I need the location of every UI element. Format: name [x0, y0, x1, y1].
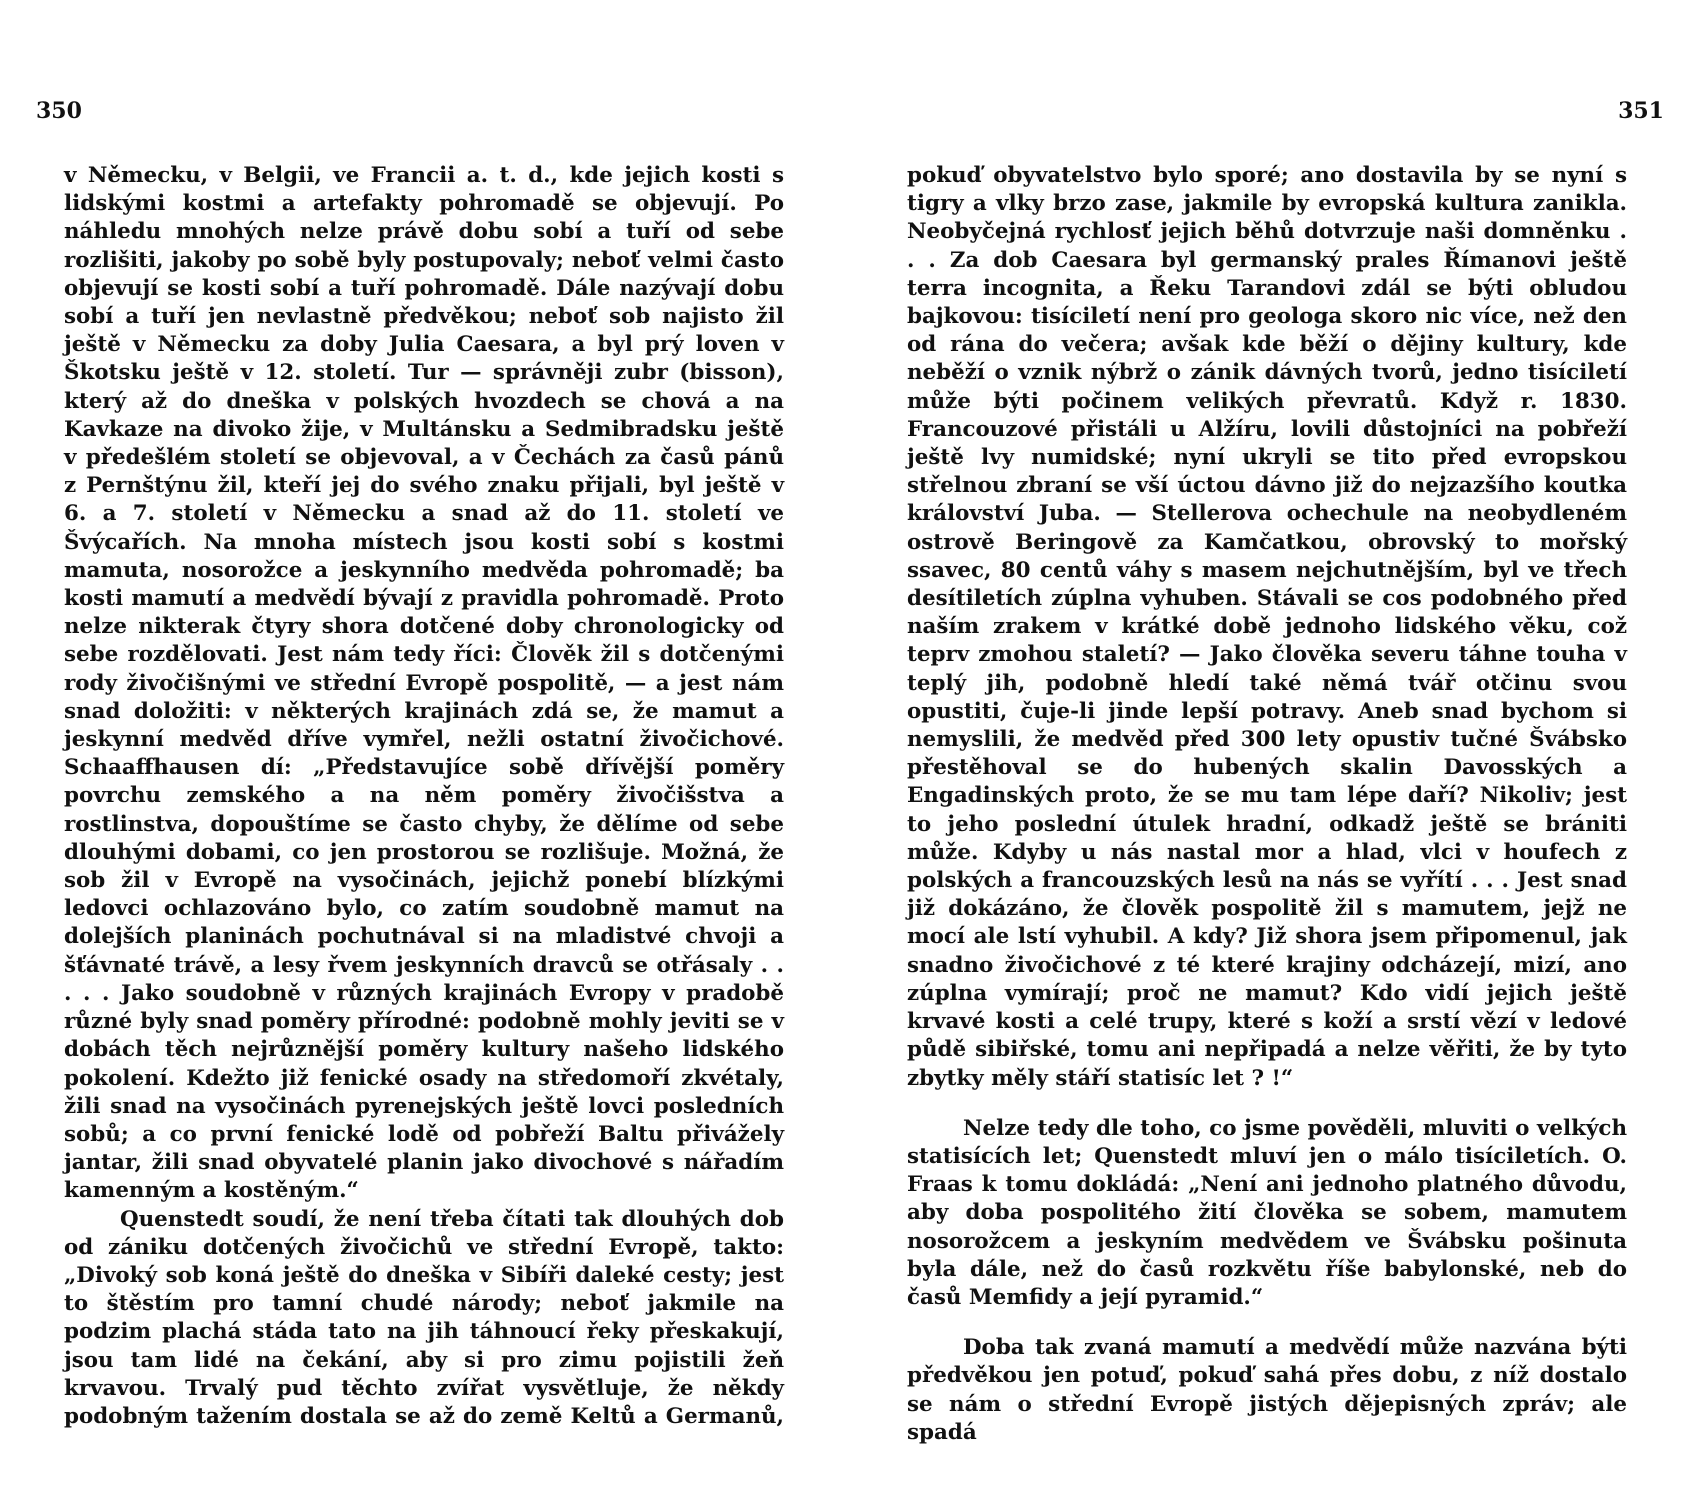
page-number-left: 350	[36, 98, 82, 124]
left-page-text	[64, 162, 784, 1431]
paragraph: v Německu, v Belgii, ve Francii a. t. d., kde jejich kosti s lidskými kostmi a artefakty pohromadě se objevují. Po náhledu mnohých nelze právě dobu sobí a tuří od sebe rozlišiti, jakoby po sobě byly postupovaly; neboť velmi často objevují se kosti sobí a tuří pohromadě. Dále nazývají dobu sobí a tuří jen nevlastně předvěkou; neboť sob najisto žil ještě v Německu za doby Julia Caesara, a byl prý loven v Škotsku ještě v 12. století. Tur — správněji zubr (bisson), který až do dneška v polských hvozdech se chová a na Kavkaze na divoko žije, v Multánsku a Sedmibradsku ještě v předešlém století se objevoval, a v Čechách za časů pánů z Pernštýnu žil, kteří jej do svého znaku přijali, byl ještě v 6. a 7. století v Německu a snad až do 11. století ve Švýcařích. Na mnoha místech jsou kosti sobí s kostmi mamuta, nosorožce a jeskynního medvěda pohromadě; ba kosti mamutí a medvědí bývají z pravidla pohromadě. Proto nelze nikterak čtyry shora dotčené doby chronologicky od sebe rozdělovati. Jest nám tedy říci: Člověk žil s dotčenými rody živočišnými ve střední Evropě pospolitě, — a jest nám snad doložiti: v některých krajinách zdá se, že mamut a jeskynní medvěd dříve vymřel, nežli ostatní živočichové. Schaaffhausen dí: „Představujíce sobě dřívější poměry povrchu zemského a na něm poměry živočišstva a rostlinstva, dopouštíme se často chyby, že dělíme od sebe dlouhými dobami, co jen prostorou se rozlišuje. Možná, že sob žil v Evropě na vysočinách, jejichž ponebí blízkými ledovci ochlazováno bylo, co zatím soudobně mamut na dolejších planinách pochutnával si na mladistvé chvoji a šťávnaté trávě, a lesy řvem jeskynních dravců se otřásaly . . . . . Jako soudobně v různých krajinách Evropy v pradobě různé byly snad poměry přírodné: podobně mohly jeviti se v dobách těch nejrůznější poměry kultury našeho lidského pokolení. Kdežto již fenické osady na středomoří zkvétaly, žili snad na vysočinách pyrenejských ještě lovci posledních sobů; a co první fenické lodě od pobřeží Baltu přivážely jantar, žili snad obyvatelé planin jako divochové s nářadím kamenným a kostěným.“	[64, 163, 784, 1204]
paragraph: pokuď obyvatelstvo bylo sporé; ano dostavila by se nyní s tigry a vlky brzo zase, jakmile by evropská kultura zanikla. Neobyčejná rychlosť jejich běhů dotvrzuje naši domněnku . . . Za dob Caesara byl germanský prales Římanovi ještě terra incognita, a Řeku Tarandovi zdál se býti obludou bajkovou: tisíciletí není pro geologa skoro nic více, než den od rána do večera; avšak kde běží o dějiny kultury, kde neběží o vznik nýbrž o zánik dávných tvorů, jedno tisíciletí může býti počinem velikých převratů. Když r. 1830. Francouzové přistáli u Alžíru, lovili důstojníci na pobřeží ještě lvy numidské; nyní ukryli se tito před evropskou střelnou zbraní se vší úctou dávno již do nejzazšího koutka království Juba. — Stellerova ochechule na neobydleném ostrově Beringově za Kamčatkou, obrovský to mořský ssavec, 80 centů váhy s masem nejchutnějším, byl ve třech desítiletích zúplna vyhuben. Stávali se cos podobného před naším zrakem v krátké době jednoho lidského věku, což teprv zmohou staletí? — Jako člověka severu táhne touha v teplý jih, podobně hledí také němá tvář otčinu svou opustiti, čuje-li jinde lepší potravy. Aneb snad bychom si nemyslili, že medvěd před 300 lety opustiv tučné Švábsko přestěhoval se do hubených skalin Davosských a Engadinských proto, že se mu tam lépe daří? Nikoliv; jest to jeho poslední útulek hradní, odkadž ještě se brániti může. Kdyby u nás nastal mor a hlad, vlci v houfech z polských a francouzských lesů na nás se vyřítí . . . Jest snad již dokázáno, že člověk pospolitě žil s mamutem, jejž ne mocí ale lstí vyhubil. A kdy? Již shora jsem připomenul, jak snadno živočichové z té které krajiny odcházejí, mizí, ano zúplna vymírají; proč ne mamut? Kdo vidí jejich ještě krvavé kosti a celé trupy, které s koží a srstí vězí v ledové půdě sibiřské, tomu ani nepřipadá a nelze věřiti, že by tyto zbytky měly stáří statisíc let ? !“	[907, 163, 1627, 1091]
paragraph: Quenstedt soudí, že není třeba čítati tak dlouhých dob od zániku dotčených živočichů ve střední Evropě, takto: „Divoký sob koná ještě do dneška v Sibíři daleké cesty; jest to štěstím pro tamní chudé národy; neboť jakmile na podzim plachá stáda tato na jih táhnoucí řeky přeskakují, jsou tam lidé na čekání, aby si pro zimu pojistili žeň krvavou. Trvalý pud těchto zvířat vysvětluje, že někdy podobným tažením dostala se až do země Keltů a Germanů,	[64, 1206, 784, 1429]
page-number-right: 351	[1618, 98, 1664, 124]
right-page-text	[907, 162, 1627, 1447]
right-page	[842, 0, 1684, 1500]
paragraph: Nelze tedy dle toho, co jsme pověděli, mluviti o velkých statisících let; Quenstedt mluví jen o málo tisíciletích. O. Fraas k tomu dokládá: „Není ani jednoho platného důvodu, aby doba pospolitého žití člověka se sobem, mamutem nosorožcem a jeskyním medvědem ve Švábsku pošinuta byla dále, než do časů rozkvětu říše babylonské, neb do časů Memfidy a její pyramid.“	[907, 1115, 1627, 1310]
paragraph: Doba tak zvaná mamutí a medvědí může nazvána býti předvěkou jen potuď, pokuď sahá přes dobu, z níž dostalo se nám o střední Evropě jistých dějepisných zpráv; ale spadá	[907, 1335, 1627, 1445]
